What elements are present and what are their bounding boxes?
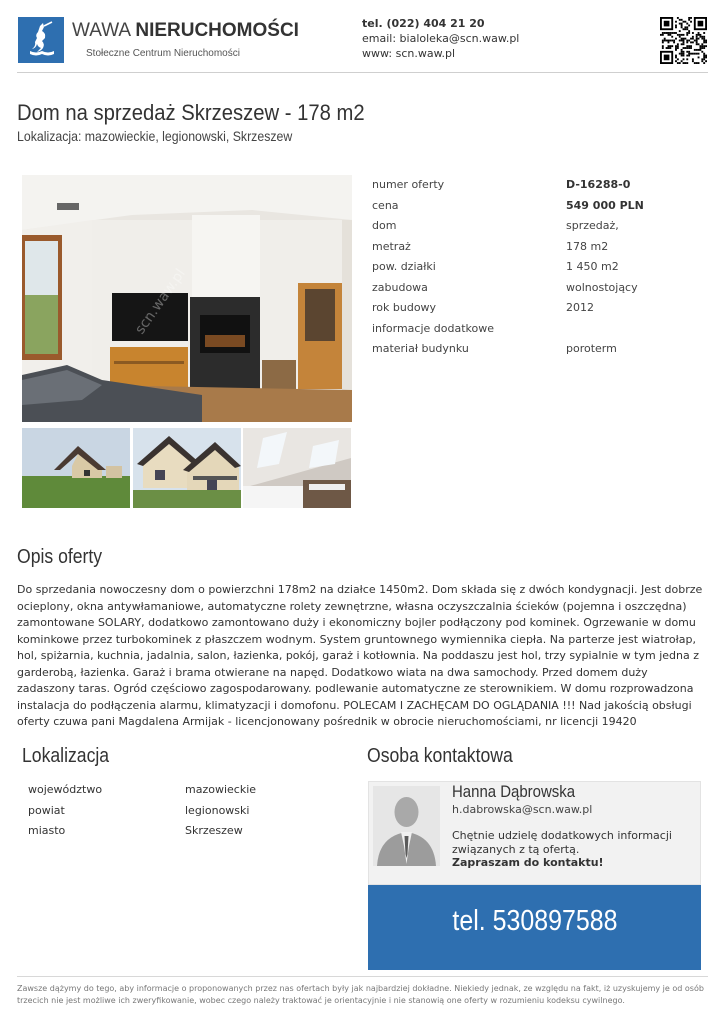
location-table — [28, 783, 328, 845]
agent-phone-number: tel. 530897588 — [451, 905, 618, 937]
contact-heading: Osoba kontaktowa — [367, 745, 513, 767]
agent-email[interactable]: h.dabrowska@scn.waw.pl — [452, 803, 593, 816]
brand-subtitle: Stołeczne Centrum Nieruchomości — [86, 48, 240, 59]
company-logo[interactable] — [18, 17, 64, 63]
agency-website[interactable]: www: scn.waw.pl — [362, 47, 456, 60]
header-divider — [17, 72, 708, 73]
main-photo[interactable] — [22, 175, 352, 422]
detail-row — [372, 260, 672, 281]
description-text: Do sprzedania nowoczesny dom o powierzchni 178m2 na działce 1450m2. Dom składa się z dwóch kondygnacji. Jest dobrze ocieplony, okna antywłamaniowe, automatyczne rolety zewnętrzne, własna oczyszczalnia ścieków (pojemna i oszczędna) zamontowane SOLARY, dodatkowo zamontowano duży i ekonomiczny bojler podłączony pod kominek. Ogrzewanie w domu kominkowe przez turbokominek z płaszczem wodnym. System gruntownego wymiennika ciepła. Na parterze jest wiatrołap, hol, spiżarnia, kuchnia, jadalnia, salon, łazienka, pokój, garaż i kotłownia. Na poddaszu jest hol, trzy sypialnie w tym jedna z garderobą, łazienka. Garaż i brama otwierane na napęd. Dodatkowo wiata na dwa samochody. Przed domem duży zadaszony taras. Ogród częściowo zagospodarowany. podlewanie automatyczne ze sterownikiem. W domu rozprowadzona instalacja do podłączenia alarmu, klimatyzacji i domofonu. POLECAM I ZACHĘCAM DO OGLĄDANIA !!! Nad jakością obsługi oferty czuwa pani Magdalena Armijak - licencjonowany pośrednik w obrocie nieruchomościami, nr licencji 19420 — [17, 583, 703, 728]
agent-message — [452, 829, 692, 870]
detail-label: zabudowa — [372, 280, 428, 294]
agent-phone[interactable] — [368, 905, 701, 938]
living-room-photo — [22, 175, 352, 422]
footer-divider — [17, 976, 708, 977]
detail-value: poroterm — [566, 342, 617, 355]
detail-label: pow. działki — [372, 260, 436, 273]
location-row — [28, 824, 328, 845]
detail-label: rok budowy — [372, 301, 437, 314]
agent-name: Hanna Dąbrowska — [452, 782, 576, 801]
location-value: Skrzeszew — [185, 824, 243, 837]
location-label: powiat — [28, 803, 65, 817]
detail-value: D-16288-0 — [566, 178, 631, 191]
location-row — [28, 783, 328, 804]
listing-title: Dom na sprzedaż Skrzeszew - 178 m2 — [17, 100, 365, 125]
detail-label: numer oferty — [372, 178, 445, 191]
location-row — [28, 804, 328, 825]
footer-disclaimer: Zawsze dążymy do tego, aby informacje o proponowanych przez nas ofertach były jak najbardziej dokładne. Niekiedy jednak, ze względu na fakt, iż uzyskujemy je od osób trzecich nie jest możliwe ich zweryfikowanie, wobec czego należy traktować je orientacyjnie i nie stanowią one oferty w rozumieniu kodeksu cywilnego. — [17, 984, 704, 1005]
thumbnail-3[interactable] — [243, 428, 351, 508]
detail-value: sprzedaż, — [566, 219, 619, 232]
detail-label: cena — [372, 198, 399, 212]
qr-code-icon — [660, 17, 707, 64]
location-value: mazowieckie — [185, 783, 257, 796]
house-exterior-photo — [22, 428, 130, 508]
detail-value: 549 000 PLN — [566, 198, 644, 212]
agency-phone[interactable]: tel. (022) 404 21 20 — [362, 17, 485, 30]
agency-contact — [362, 16, 519, 61]
detail-label: informacje dodatkowe — [372, 321, 495, 335]
detail-row — [372, 178, 672, 199]
detail-row — [372, 301, 672, 322]
detail-value: wolnostojący — [566, 280, 638, 294]
location-label: województwo — [28, 783, 103, 796]
location-heading: Lokalizacja — [22, 745, 110, 767]
detail-row — [372, 322, 672, 343]
photo-watermark: scn.waw.pl — [132, 266, 189, 338]
detail-row — [372, 240, 672, 261]
offer-details-table — [372, 178, 672, 363]
agent-avatar — [373, 786, 440, 866]
detail-row — [372, 281, 672, 302]
brand-name-light: WAWA — [72, 20, 131, 41]
agency-email[interactable]: email: bialoleka@scn.waw.pl — [362, 32, 520, 45]
location-value: legionowski — [185, 803, 250, 817]
agent-cta: Zapraszam do kontaktu! — [452, 856, 604, 869]
detail-value: 178 m2 — [566, 239, 609, 253]
thumbnail-2[interactable] — [133, 428, 241, 508]
detail-label: metraż — [372, 239, 411, 253]
brand-name-bold: NIERUCHOMOŚCI — [135, 20, 299, 41]
detail-row — [372, 219, 672, 240]
brand-name — [72, 20, 299, 42]
listing-location: Lokalizacja: mazowieckie, legionowski, Skrzeszew — [17, 128, 293, 144]
description-heading: Opis oferty — [17, 546, 103, 568]
detail-value: 2012 — [566, 301, 594, 314]
mermaid-logo-icon — [18, 17, 64, 63]
detail-label: dom — [372, 219, 397, 232]
bathroom-photo — [243, 428, 351, 508]
detail-row — [372, 199, 672, 220]
person-silhouette-icon — [373, 786, 440, 866]
agent-message-text: Chętnie udzielę dodatkowych informacji związanych z tą ofertą. — [452, 829, 672, 856]
house-front-photo — [133, 428, 241, 508]
detail-row — [372, 342, 672, 363]
detail-value: 1 450 m2 — [566, 260, 619, 273]
location-label: miasto — [28, 824, 66, 837]
detail-label: materiał budynku — [372, 342, 469, 355]
thumbnail-1[interactable] — [22, 428, 130, 508]
